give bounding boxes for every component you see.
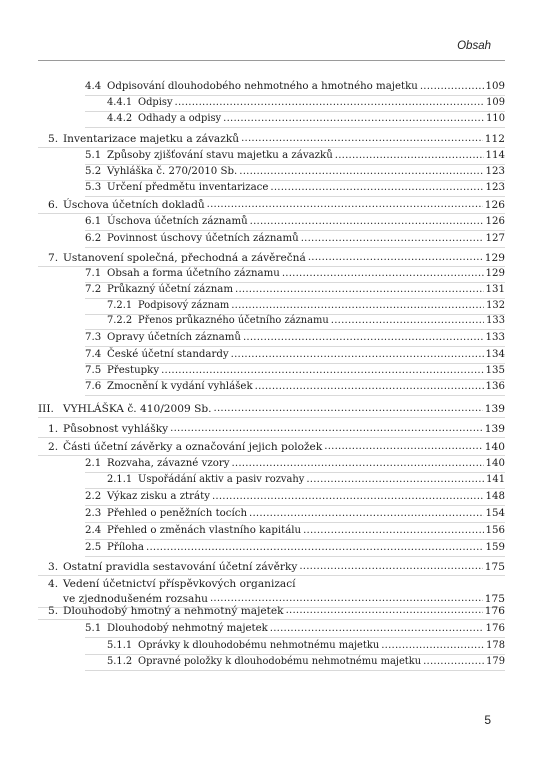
toc-entry-number: 5.1.2 [107,656,133,667]
toc-entry-page: 154 [485,508,505,519]
dot-leader [286,606,483,618]
toc-entry-number: 2.1.1 [107,474,133,485]
toc-entry-title: Části účetní závěrky a označování jejich položek [63,441,323,453]
toc-entry-page: 134 [485,349,505,360]
entry-separator [85,505,505,506]
toc-entry-number: 7.6 [85,381,102,392]
toc-entry-page: 136 [485,381,505,392]
dot-leader [249,509,484,521]
dot-leader [170,424,483,436]
dot-leader [420,82,484,94]
toc-entry-title: Zmocnění k vydání vyhlášek [107,381,253,392]
toc-chapter-entry[interactable] [48,604,505,618]
dot-leader [161,366,483,378]
running-header: Obsah [457,40,491,52]
toc-entry-number: 7.4 [85,349,102,360]
toc-section-entry[interactable] [85,457,505,471]
toc-entry-number: 5. [48,605,59,617]
entry-separator [85,346,505,347]
toc-entry-title: Přenos průkazného účetního záznamu [138,315,329,326]
toc-entry-page: 176 [485,623,505,634]
dot-leader [335,151,484,163]
toc-section-entry[interactable] [85,149,505,163]
toc-entry-page: 129 [485,268,505,279]
dot-leader [223,114,484,126]
toc-entry-page: 109 [486,97,505,108]
toc-entry-number: 7.3 [85,332,102,343]
toc-entry-title: Úschova účetních dokladů [63,199,205,211]
toc-chapter-entry[interactable] [48,132,505,146]
toc-entry-title: Oprávky k dlouhodobému nehmotnému majetku [138,640,380,651]
toc-entry-number: 7. [48,252,59,264]
entry-separator [38,455,505,456]
toc-entry-page: 140 [485,458,505,469]
toc-entry-title: Ostatní pravidla sestavování účetní závěrky [63,561,298,573]
toc-section-entry[interactable] [85,80,505,94]
toc-entry-title: Dlouhodobý nehmotný majetek [107,623,268,634]
entry-separator [85,539,505,540]
dot-leader [270,183,483,195]
dot-leader [214,404,483,416]
toc-entry-title: Povinnost úschovy účetních záznamů [107,233,299,244]
dot-leader [270,624,484,636]
toc-entry-title: Působnost vyhlášky [63,423,169,435]
dot-leader [231,350,484,362]
toc-entry-title: Podpisový záznam [138,300,230,311]
dot-leader [423,657,484,669]
dot-leader [250,217,484,229]
toc-entry-number: 4. [48,578,59,590]
toc-entry-page: 123 [485,182,505,193]
toc-entry-number: 1. [48,423,59,435]
toc-section-entry[interactable] [85,215,505,229]
toc-entry-page: 131 [485,284,505,295]
toc-section-entry[interactable] [85,541,505,555]
toc-entry-title: Vedení účetnictví příspěvkových organizací [63,578,296,590]
entry-separator [85,230,505,231]
toc-section-entry[interactable] [107,314,505,328]
entry-separator [85,522,505,523]
toc-entry-title: České účetní standardy [107,349,229,360]
toc-section-entry[interactable] [85,507,505,521]
toc-entry-title: Způsoby zjišťování stavu majetku a závazků [107,150,333,161]
toc-entry-page: 127 [485,233,505,244]
toc-chapter-entry[interactable] [48,440,505,454]
toc-entry-page: 126 [485,216,505,227]
toc-chapter-entry[interactable] [48,198,505,212]
toc-entry-title: Průkazný účetní záznam [107,284,234,295]
toc-entry-title: VYHLÁŠKA č. 410/2009 Sb. [63,403,212,415]
dot-leader [381,641,484,653]
toc-section-entry[interactable] [107,96,505,110]
toc-entry-number: 2.4 [85,525,102,536]
toc-chapter-entry[interactable] [48,422,505,436]
dot-leader [207,200,483,212]
toc-entry-line [48,577,296,591]
toc-entry-number: 6.2 [85,233,102,244]
dot-leader [212,492,484,504]
toc-section-entry[interactable] [107,299,505,313]
toc-section-entry[interactable] [107,112,505,126]
toc-entry-title: Rozvaha, závazné vzory [107,458,230,469]
toc-entry-title: Vyhláška č. 270/2010 Sb. [107,166,238,177]
toc-entry-number: 4.4.1 [107,97,133,108]
toc-entry-number: 6.1 [85,216,102,227]
toc-section-entry[interactable] [85,232,505,246]
toc-entry-page: 114 [485,150,505,161]
page-number: 5 [484,713,491,727]
toc-section-entry[interactable] [85,283,505,297]
toc-entry-title: Dlouhodobý hmotný a nehmotný majetek [63,605,284,617]
toc-chapter-entry[interactable] [38,402,505,416]
toc-entry-page: 159 [485,542,505,553]
toc-entry-title: Uspořádání aktiv a pasiv rozvahy [138,474,305,485]
toc-entry-title: Odpisování dlouhodobého nehmotného a hmotného majetku [107,81,418,92]
toc-entry-number: 5. [48,133,59,145]
toc-entry-title: ve zjednodušeném rozsahu [63,593,208,605]
entry-separator [85,196,505,197]
entry-separator [85,556,505,557]
dot-leader [239,167,483,179]
toc-section-entry[interactable] [85,181,505,195]
toc-entry-title: Ustanovení společná, přechodná a závěrečná [63,252,306,264]
toc-entry-title: Přehled o peněžních tocích [107,508,248,519]
toc-entry-number: 2. [48,441,59,453]
dot-leader [282,269,484,281]
toc-entry-number: 2.3 [85,508,102,519]
toc-entry-page: 123 [485,166,505,177]
toc-entry-page: 126 [484,199,505,211]
toc-entry-number: 4.4 [85,81,102,92]
toc-entry-number: 5.3 [85,182,102,193]
toc-entry-title: Inventarizace majetku a závazků [63,133,240,145]
toc-entry-page: 139 [484,403,505,415]
dot-leader [243,333,484,345]
toc-entry-title: Opravné položky k dlouhodobému nehmotnému majetku [138,656,422,667]
dot-leader [331,316,484,328]
dot-leader [306,475,484,487]
toc-section-entry[interactable] [85,380,505,394]
dot-leader [241,134,483,146]
toc-entry-page: 139 [484,423,505,435]
toc-entry-title: Úschova účetních záznamů [107,216,248,227]
toc-entry-number: 2.5 [85,542,102,553]
toc-entry-number: 4.4.2 [107,113,133,124]
entry-separator [85,395,505,396]
toc-entry-page: 141 [486,474,505,485]
toc-entry-page: 133 [485,332,505,343]
toc-chapter-entry[interactable] [48,251,505,265]
toc-entry-title: Výkaz zisku a ztráty [107,491,210,502]
entry-separator [85,329,505,330]
toc-entry-page: 129 [484,252,505,264]
entry-separator [85,488,505,489]
toc-entry-number: 3. [48,561,59,573]
entry-separator [38,213,505,214]
toc-section-entry[interactable] [85,267,505,281]
toc-entry-page: 109 [485,81,505,92]
entry-separator [85,637,505,638]
toc-chapter-entry[interactable] [48,560,505,574]
toc-section-entry[interactable] [107,473,505,487]
toc-entry-page: 179 [486,656,505,667]
toc-entry-page: 135 [485,365,505,376]
dot-leader [255,382,484,394]
toc-entry-title: Přehled o změnách vlastního kapitálu [107,525,302,536]
toc-entry-page: 148 [485,491,505,502]
toc-entry-number: 2.2 [85,491,102,502]
toc-entry-page: 156 [485,525,505,536]
toc-section-entry[interactable] [85,490,505,504]
toc-entry-title: Určení předmětu inventarizace [107,182,269,193]
toc-entry-number: 5.1.1 [107,640,133,651]
toc-entry-number: 5.2 [85,166,102,177]
toc-entry-title: Odhady a odpisy [138,113,222,124]
toc-section-entry[interactable] [85,524,505,538]
dot-leader [146,543,484,555]
toc-entry-number: 7.2.2 [107,315,133,326]
entry-separator [85,127,505,128]
toc-section-entry[interactable] [85,348,505,362]
toc-section-entry[interactable] [85,622,505,636]
dot-leader [301,234,484,246]
header-rule [38,60,505,61]
toc-entry-number: 2.1 [85,458,102,469]
toc-section-entry[interactable] [85,165,505,179]
toc-entry-title: Odpisy [138,97,173,108]
dot-leader [231,459,483,471]
toc-entry-number: 5.1 [85,623,102,634]
toc-section-entry[interactable] [107,639,505,653]
toc-entry-page: 132 [486,300,505,311]
dot-leader [308,253,483,265]
entry-separator [38,417,505,418]
entry-separator [85,247,505,248]
dot-leader [303,526,483,538]
toc-entry-page: 178 [486,640,505,651]
toc-entry-page: 133 [486,315,505,326]
toc-entry-page: 140 [484,441,505,453]
entry-separator [38,147,505,148]
entry-separator [38,575,505,576]
toc-section-entry[interactable] [85,331,505,345]
toc-entry-number: 7.1 [85,268,102,279]
toc-entry-number: 7.2 [85,284,102,295]
dot-leader [235,285,484,297]
entry-separator [38,437,505,438]
toc-entry-page: 110 [486,113,505,124]
dot-leader [231,301,484,313]
dot-leader [299,562,482,574]
toc-entry-number: 7.2.1 [107,300,133,311]
toc-entry-number: 7.5 [85,365,102,376]
toc-section-entry[interactable] [85,364,505,378]
dot-leader [175,98,485,110]
toc-entry-number: III. [38,403,54,415]
toc-entry-page: 176 [484,605,505,617]
entry-separator [38,619,505,620]
toc-entry-number: 5.1 [85,150,102,161]
toc-entry-page: 112 [484,133,505,145]
toc-entry-page: 175 [484,561,505,573]
entry-separator [85,670,505,671]
toc-entry-title: Přestupky [107,365,160,376]
toc-entry-title: Opravy účetních záznamů [107,332,241,343]
toc-entry-title: Příloha [107,542,145,553]
toc-entry-title: Obsah a forma účetního záznamu [107,268,280,279]
dot-leader [324,442,483,454]
toc-entry-page: 175 [484,593,505,605]
toc-entry-number: 6. [48,199,59,211]
toc-section-entry[interactable] [107,655,505,669]
